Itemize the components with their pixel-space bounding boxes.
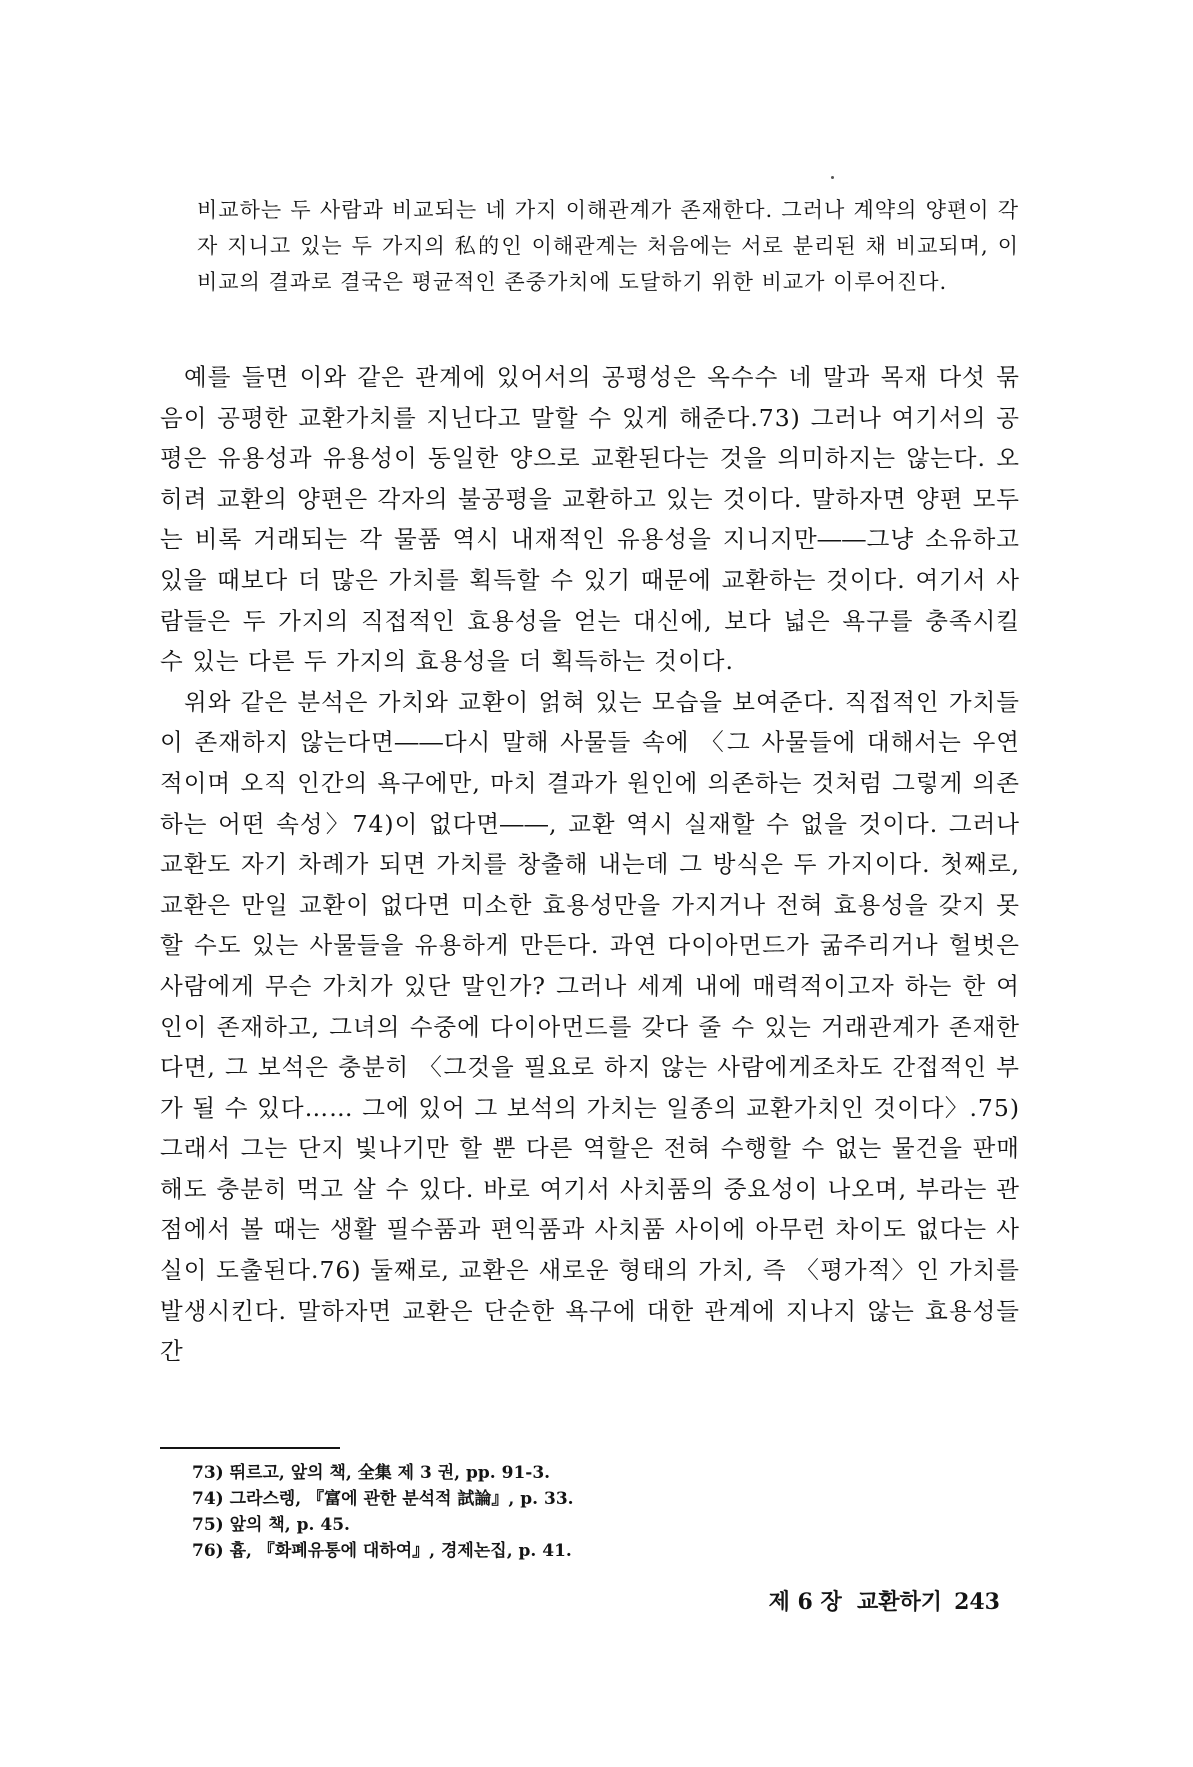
paragraph: 예를 들면 이와 같은 관계에 있어서의 공평성은 옥수수 네 말과 목재 다섯 묶음이 공평한 교환가치를 지닌다고 말할 수 있게 해준다.73) 그러나 여기서의 공평은 유용성과 유용성이 동일한 양으로 교환된다는 것을 의미하지는 않는다. 오히려 교환의 양편은 각자의 불공평을 교환하고 있는 것이다. 말하자면 양편 모두는 비록 거래되는 각 물품 역시 내재적인 유용성을 지니지만――그냥 소유하고 있을 때보다 더 많은 가치를 획득할 수 있기 때문에 교환하는 것이다. 여기서 사람들은 두 가지의 직접적인 효용성을 얻는 대신에, 보다 넓은 욕구를 충족시킬 수 있는 다른 두 가지의 효용성을 더 획득하는 것이다.: [160, 363, 1020, 676]
stray-ink-dot: [831, 176, 834, 179]
footnotes: [192, 1460, 952, 1564]
footnote-76: 76) 흄, 『화폐유통에 대하여』, 경제논집, p. 41.: [192, 1541, 572, 1561]
footnote-divider: [160, 1447, 340, 1449]
footnote-73: 73) 뛰르고, 앞의 책, 全集 제 3 권, pp. 91-3.: [192, 1463, 551, 1483]
running-footer: [757, 1585, 1000, 1616]
footnote-74: 74) 그라스렝, 『富에 관한 분석적 試論』, p. 33.: [192, 1489, 574, 1509]
paragraph: 위와 같은 분석은 가치와 교환이 얽혀 있는 모습을 보여준다. 직접적인 가치들이 존재하지 않는다면――다시 말해 사물들 속에 〈그 사물들에 대해서는 우연적이며 오직 인간의 욕구에만, 마치 결과가 원인에 의존하는 것처럼 그렇게 의존하는 어떤 속성〉74)이 없다면――, 교환 역시 실재할 수 없을 것이다. 그러나 교환도 자기 차례가 되면 가치를 창출해 내는데 그 방식은 두 가지이다. 첫째로, 교환은 만일 교환이 없다면 미소한 효용성만을 가지거나 전혀 효용성을 갖지 못할 수도 있는 사물들을 유용하게 만든다. 과연 다이아먼드가 굶주리거나 헐벗은 사람에게 무슨 가치가 있단 말인가? 그러나 세계 내에 매력적이고자 하는 한 여인이 존재하고, 그녀의 수중에 다이아먼드를 갖다 줄 수 있는 거래관계가 존재한다면, 그 보석은 충분히 〈그것을 필요로 하지 않는 사람에게조차도 간접적인 부가 될 수 있다…… 그에 있어 그 보석의 가치는 일종의 교환가치인 것이다〉.75) 그래서 그는 단지 빛나기만 할 뿐 다른 역할은 전혀 수행할 수 없는 물건을 판매해도 충분히 먹고 살 수 있다. 바로 여기서 사치품의 중요성이 나오며, 부라는 관점에서 볼 때는 생활 필수품과 편익품과 사치품 사이에 아무런 차이도 없다는 사실이 도출된다.76) 둘째로, 교환은 새로운 형태의 가치, 즉 〈평가적〉인 가치를 발생시킨다. 말하자면 교환은 단순한 욕구에 대한 관계에 지나지 않는 효용성들간: [160, 687, 1020, 1366]
page-number: 243: [954, 1589, 1000, 1615]
body-text: [160, 357, 1020, 1372]
chapter-title: 제 6 장 교환하기: [768, 1589, 943, 1615]
block-quotation: 비교하는 두 사람과 비교되는 네 가지 이해관계가 존재한다. 그러나 계약의 양편이 각자 지니고 있는 두 가지의 私的인 이해관계는 처음에는 서로 분리된 채 비교되며, 이 비교의 결과로 결국은 평균적인 존중가치에 도달하기 위한 비교가 이루어진다.: [197, 198, 1019, 294]
footnote-75: 75) 앞의 책, p. 45.: [192, 1515, 350, 1535]
